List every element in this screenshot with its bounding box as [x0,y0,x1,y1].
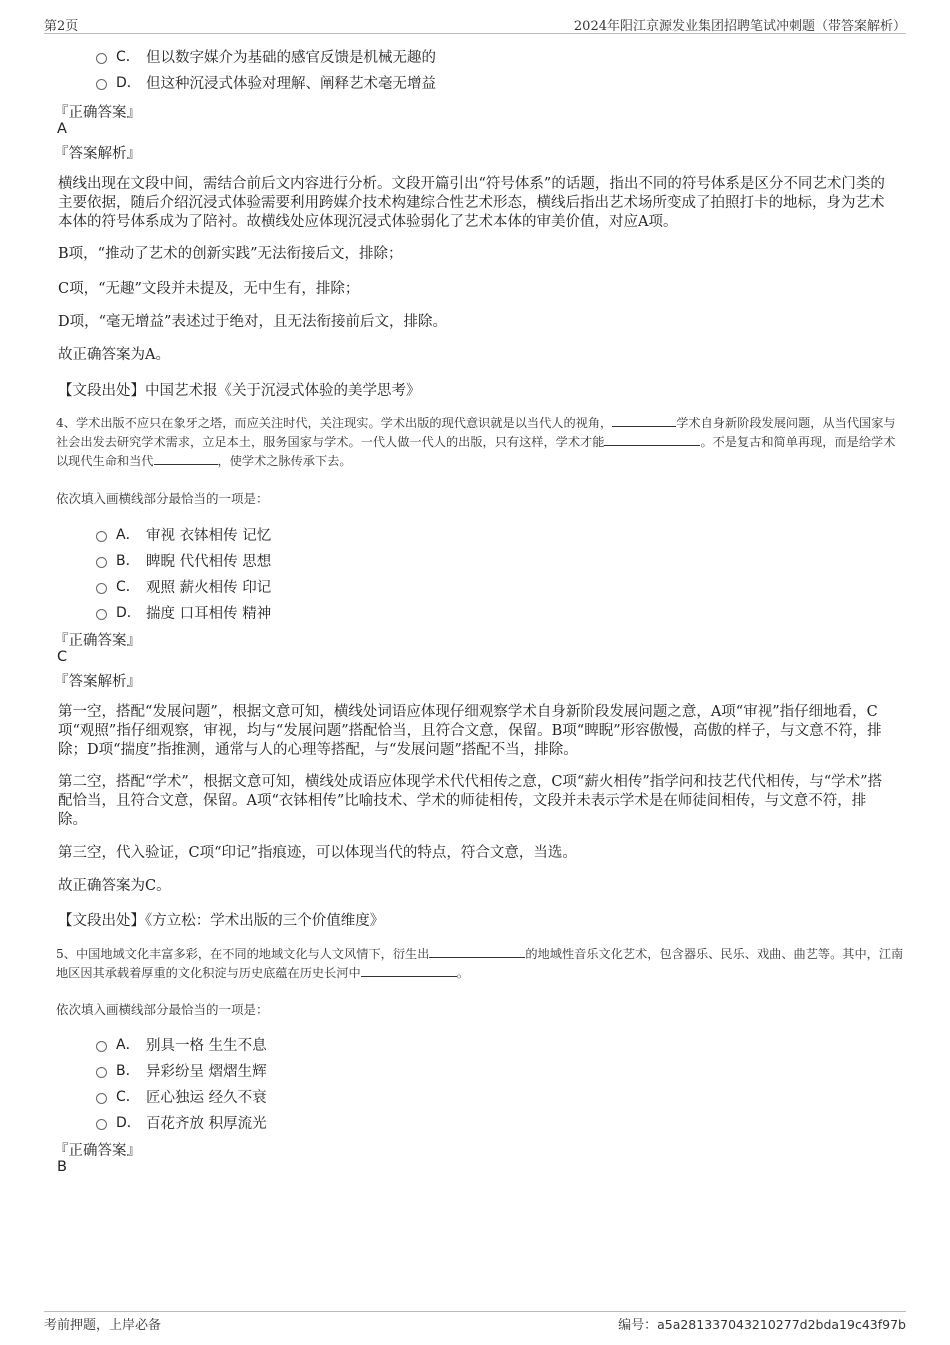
radio-icon[interactable] [96,583,107,594]
q4-option-b[interactable] [96,549,271,571]
radio-icon[interactable] [96,1119,107,1130]
analysis-paragraph: 第二空，搭配“学术”，根据文意可知，横线处成语应体现学术代代相传之意，C项“薪火相传”指学问和技艺代代相传，与“学术”搭配恰当，且符合文意，保留。A项“衣钵相传”比喻技术、学术的师徒相传，文段并未表示学术是在师徒间相传，与文意不符，排除。 [58,774,883,828]
analysis-label: 『答案解析』 [54,674,141,690]
fill-blank[interactable] [361,964,457,977]
footer-divider [44,1311,906,1312]
page-number: 第2页 [44,19,79,34]
analysis-conclusion: 故正确答案为C。 [58,878,171,894]
q5-option-a[interactable] [96,1033,267,1055]
question-4-text: 4、学术出版不应只在象牙之塔，而应关注时代，关注现实。学术出版的现代意识就是以当代人的视角， 学术自身新阶段发展问题，从当代国家与社会出发去研究学术需求，立足本土，服务国家与学术。一代人做一代人的出版，只有这样，学术才能 。不是复古和简单再现，而是给学术以现代生命和当代 ，使学术之脉传承下去。 [56,416,896,468]
document-title: 2024年阳江京源发业集团招聘笔试冲刺题（带答案解析） [573,19,906,34]
fill-blank[interactable] [429,945,525,958]
q3-option-c[interactable] [96,45,436,67]
radio-icon[interactable] [96,79,107,90]
radio-icon[interactable] [96,1093,107,1104]
question-5-text: 5、中国地域文化丰富多彩，在不同的地域文化与人文风情下，衍生出 的地域性音乐文化艺术，包含器乐、民乐、戏曲、曲艺等。其中，江南地区因其承载着厚重的文化积淀与历史底蕴在历史长河中 。 [56,947,904,980]
option-text: 百花齐放 积厚流光 [146,1115,267,1132]
footer-slogan: 考前押题，上岸必备 [44,1318,162,1333]
radio-icon[interactable] [96,609,107,620]
option-key: C． [116,1089,140,1105]
option-text: 揣度 口耳相传 精神 [146,605,272,622]
passage-source: 【文段出处】中国艺术报《关于沉浸式体验的美学思考》 [58,383,421,399]
option-key: D． [116,1115,141,1131]
fill-blank[interactable] [604,433,700,446]
question-prompt: 依次填入画横线部分最恰当的一项是： [56,1002,269,1017]
q3-option-d[interactable] [96,71,436,93]
option-text: 但以数字媒介为基础的感官反馈是机械无趣的 [146,49,436,66]
radio-icon[interactable] [96,1067,107,1078]
analysis-paragraph: C项，“无趣”文段并未提及，无中生有，排除； [58,281,360,297]
option-text: 别具一格 生生不息 [146,1037,267,1054]
correct-answer-label: 『正确答案』 [54,1143,141,1159]
fill-blank[interactable] [154,452,218,465]
analysis-conclusion: 故正确答案为A。 [58,347,170,363]
option-key: A． [116,1037,140,1053]
radio-icon[interactable] [96,53,107,64]
analysis-paragraph: 第一空，搭配“发展问题”，根据文意可知，横线处词语应体现仔细观察学术自身新阶段发展问题之意，A项“审视”指仔细地看，C项“观照”指仔细观察，审视，均与“发展问题”搭配恰当，且符合文意，保留。B项“睥睨”形容傲慢，高傲的样子，与文意不符，排除；D项“揣度”指推测，通常与人的心理等搭配，与“发展问题”搭配不当，排除。 [58,704,882,758]
option-key: B． [116,1063,140,1079]
correct-answer: C [57,649,68,665]
option-text: 匠心独运 经久不衰 [146,1089,267,1106]
analysis-paragraph: D项，“毫无增益”表述过于绝对，且无法衔接前后文，排除。 [58,314,447,330]
option-text: 审视 衣钵相传 记忆 [146,527,272,544]
analysis-paragraph: 第三空，代入验证，C项“印记”指痕迹，可以体现当代的特点，符合文意，当选。 [58,845,577,861]
option-key: A． [116,527,140,543]
option-key: C． [116,579,140,595]
fill-blank[interactable] [612,414,676,427]
code-value: a5a28133704321027​7d2bda19c43f97b [657,1317,906,1332]
code-label: 编号： [618,1318,658,1333]
correct-answer: B [57,1159,67,1175]
q5-option-b[interactable] [96,1059,267,1081]
header-divider [44,33,906,34]
q4-option-d[interactable] [96,601,271,623]
option-key: C． [116,49,140,65]
option-key: D． [116,75,141,91]
correct-answer-label: 『正确答案』 [54,633,141,649]
option-text: 睥睨 代代相传 思想 [146,553,272,570]
option-text: 观照 薪火相传 印记 [146,579,272,596]
q4-option-a[interactable] [96,523,271,545]
radio-icon[interactable] [96,1041,107,1052]
correct-answer-label: 『正确答案』 [54,105,141,121]
q5-option-d[interactable] [96,1111,267,1133]
radio-icon[interactable] [96,557,107,568]
question-prompt: 依次填入画横线部分最恰当的一项是： [56,491,269,506]
correct-answer: A [57,121,67,137]
analysis-paragraph: B项，“推动了艺术的创新实践”无法衔接后文，排除； [58,246,403,262]
q4-option-c[interactable] [96,575,271,597]
radio-icon[interactable] [96,531,107,542]
footer-code [618,1314,906,1333]
analysis-label: 『答案解析』 [54,146,141,162]
q5-option-c[interactable] [96,1085,267,1107]
option-key: B． [116,553,140,569]
option-text: 但这种沉浸式体验对理解、阐释艺术毫无增益 [146,75,436,92]
passage-source: 【文段出处】《方立松：学术出版的三个价值维度》 [58,913,385,929]
analysis-paragraph: 横线出现在文段中间，需结合前后文内容进行分析。文段开篇引出“符号体系”的话题，指出不同的符号体系是区分不同艺术门类的主要依据，随后介绍沉浸式体验需要利用跨媒介技术构建综合性艺术形态，横线后指出艺术场所变成了拍照打卡的地标，身为艺术本体的符号体系成为了陪衬。故横线处应体现沉浸式体验弱化了艺术本体的审美价值，对应A项。 [58,176,885,230]
option-text: 异彩纷呈 熠熠生辉 [146,1063,267,1080]
option-key: D． [116,605,141,621]
